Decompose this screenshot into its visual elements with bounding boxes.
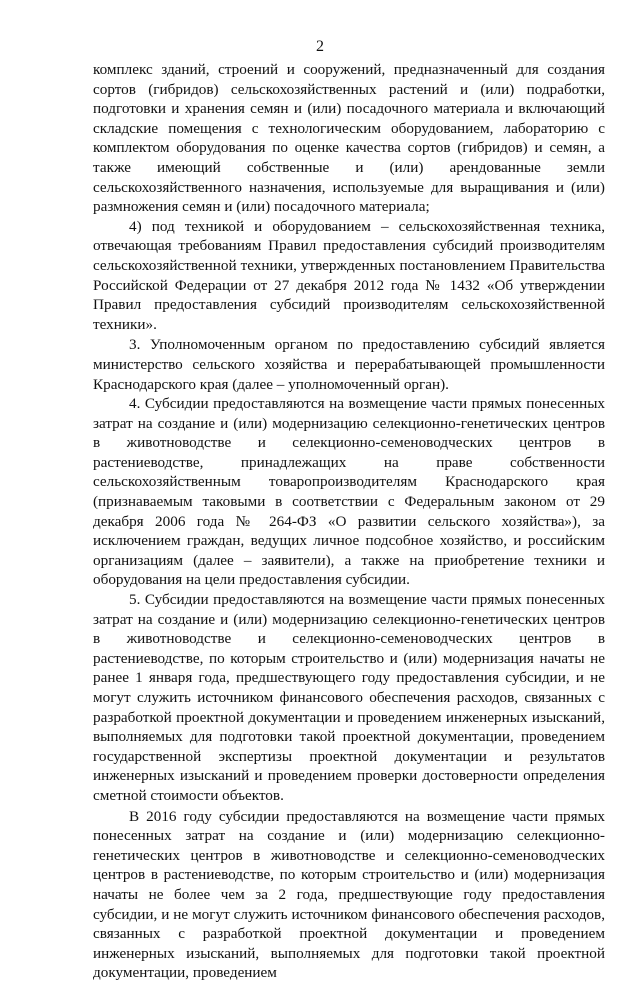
document-body [93, 60, 605, 983]
paragraph-2016: В 2016 году субсидии предоставляются на возмещение части прямых понесенных затрат на создание и (или) модернизацию селекционно-генетических центров в животноводстве и селекционно-семеноводческих центров в растениеводстве, по которым строительство и (или) модернизация начаты не более чем за 2 года, предшествующие году предоставления субсидии, и не могут служить источником финансового обеспечения расходов, связанных с разработкой проектной документации и проведением инженерных изысканий, выполняемых для подготовки такой проектной документации, проведением [93, 807, 605, 982]
paragraph-3: 3. Уполномоченным органом по предоставлению субсидий является министерство сельского хозяйства и перерабатывающей промышленности Краснодарского края (далее – уполномоченный орган). [93, 336, 605, 393]
paragraph-definition-continuation: комплекс зданий, строений и сооружений, предназначенный для создания сортов (гибридов) сельскохозяйственных растений и (или) подработки, подготовки и хранения семян и (или) посадочного материала и включающий складские помещения с технологическим оборудованием, лабораторию с комплектом оборудования по оценке качества сортов (гибридов) и семян, а также имеющий собственные и (или) арендованные земли сельскохозяйственного назначения, используемые для выращивания и (или) размножения семян и (или) посадочного материала; [93, 61, 605, 216]
paragraph-definition-4: 4) под техникой и оборудованием – сельскохозяйственная техника, отвечающая требованиям Правил предоставления субсидий производителям сельскохозяйственной техники, утвержденных постановлением Правительства Российской Федерации от 27 декабря 2012 года № 1432 «Об утверждении Правил предоставления субсидий производителям сельскохозяйственной техники». [93, 217, 605, 333]
paragraph-4: 4. Субсидии предоставляются на возмещение части прямых понесенных затрат на создание и (или) модернизацию селекционно-генетических центров в животноводстве и селекционно-семеноводческих центров в растениеводстве, принадлежащих на праве собственности сельскохозяйственным товаропроизводителям Краснодарского края (признаваемым таковыми в соответствии с Федеральным законом от 29 декабря 2006 года № 264-ФЗ «О развитии сельского хозяйства»), за исключением граждан, ведущих личное подсобное хозяйство, и российским организациям (далее – заявители), а также на приобретение техники и оборудования на цели предоставления субсидии. [93, 395, 605, 589]
page-number: 2 [316, 38, 324, 55]
paragraph-5: 5. Субсидии предоставляются на возмещение части прямых понесенных затрат на создание и (или) модернизацию селекционно-генетических центров в животноводстве и селекционно-семеноводческих центров в растениеводстве, по которым строительство и (или) модернизация начаты не ранее 1 января года, предшествующего году предоставления субсидии, и не могут служить источником финансового обеспечения расходов, связанных с разработкой проектной документации и проведением инженерных изысканий, выполняемых для подготовки такой проектной документации, проведением государственной экспертизы проектной документации и результатов инженерных изысканий и проведением проверки достоверности определения сметной стоимости объектов. [93, 591, 605, 804]
